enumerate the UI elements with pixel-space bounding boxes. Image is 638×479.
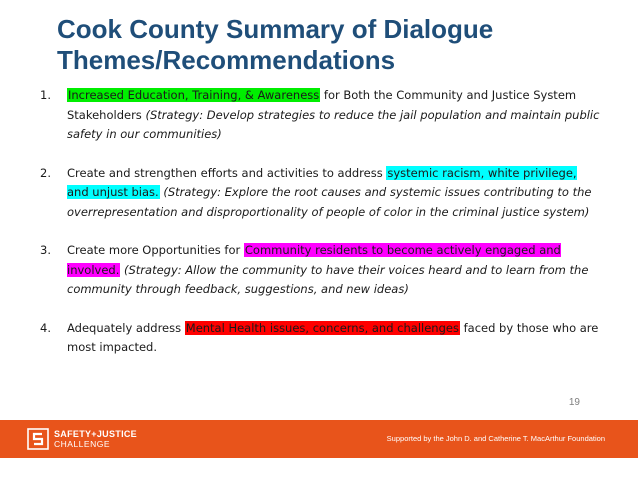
safety-justice-logo-icon [27, 428, 49, 450]
highlighted-theme: Mental Health issues, concerns, and challenges [185, 320, 459, 335]
list-item [40, 164, 600, 223]
item-text: for Both the Community and Justice System Stakeholders [67, 88, 577, 122]
highlighted-theme: Community residents to become actively engaged and involved. [67, 243, 561, 277]
item-strategy: (Strategy: Explore the root causes and systemic issues contributing to the overrepresentation and disproportionality of people of color in the criminal justice system) [67, 185, 592, 219]
item-strategy: (Strategy: Develop strategies to reduce the jail population and maintain public safety in our communities) [67, 107, 600, 141]
logo-wordmark [54, 429, 137, 449]
slide-title-line2: Themes/Recommendations [57, 45, 396, 75]
item-strategy: (Strategy: Allow the community to have their voices heard and to learn from the community through feedback, suggestions, and new ideas) [67, 262, 589, 296]
highlighted-theme: Increased Education, Training, & Awareness [68, 88, 320, 102]
list-item [40, 319, 600, 358]
slide-title [57, 14, 617, 76]
logo-line2: CHALLENGE [54, 439, 110, 449]
item-text: Create and strengthen efforts and activities to address [67, 165, 387, 180]
slide-title-line1: Cook County Summary of Dialogue [57, 14, 494, 44]
item-number: 1. [40, 88, 51, 102]
item-text-after: faced by those who are most impacted. [67, 320, 599, 354]
highlighted-theme: systemic racism, white privilege, and unjust bias. [67, 165, 577, 199]
foundation-support-text: Supported by the John D. and Catherine T. MacArthur Foundation [386, 434, 605, 443]
item-text: Adequately address [67, 320, 185, 335]
recommendations-list [40, 86, 600, 377]
item-text: Create more Opportunities for [67, 243, 244, 257]
item-number: 3. [40, 243, 51, 257]
logo-line1: SAFETY+JUSTICE [54, 429, 137, 439]
list-item [40, 241, 600, 300]
page-number: 19 [568, 397, 580, 408]
item-number: 4. [40, 320, 51, 335]
footer-bar [0, 420, 638, 458]
list-item [40, 86, 600, 145]
item-number: 2. [40, 165, 51, 180]
